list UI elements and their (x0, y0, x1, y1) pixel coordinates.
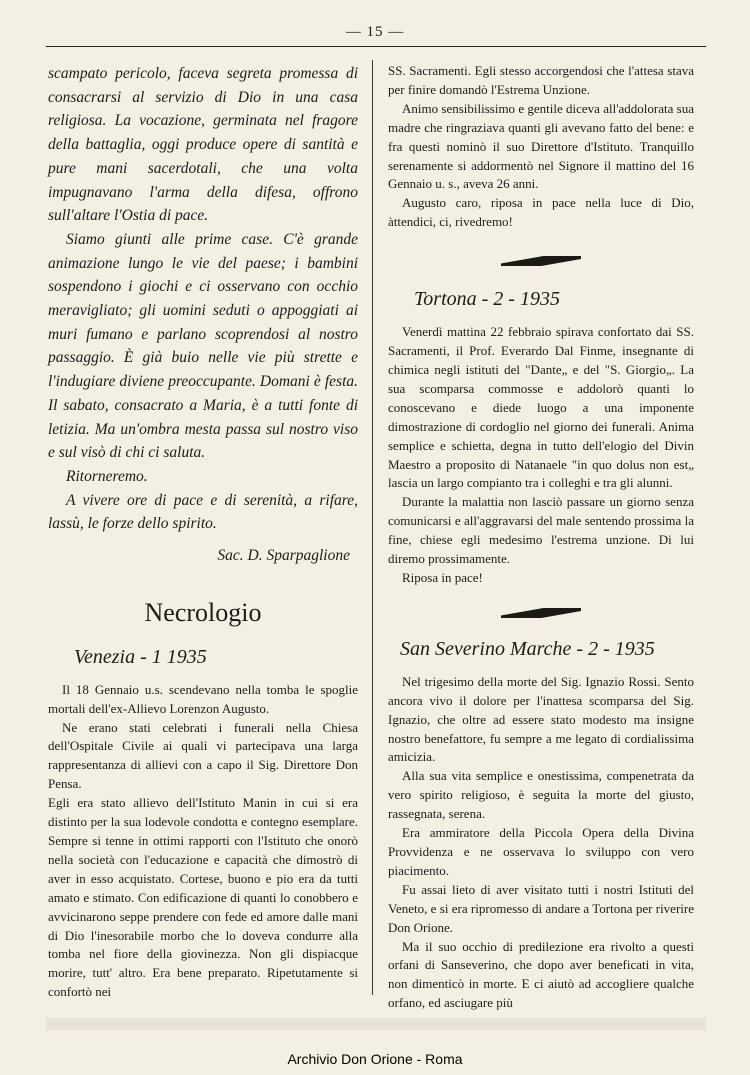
header-rule (46, 46, 706, 47)
tortona-heading: Tortona - 2 - 1935 (414, 288, 560, 311)
obituary-paragraph: Ma il suo occhio di predilezione era rivolto a questi orfani di Sanseverino, che dopo aver beneficati in vita, non dimenticò in morte. E ci aiutò ad accogliere qualche orfano, ed asciugare più (388, 938, 694, 1011)
obituary-paragraph: Ne erano stati celebrati i funerali nella Chiesa dell'Ospitale Civile ai quali vi partecipava una larga rappresentanza di allievi con a capo il Sig. Direttore Don Pensa. (48, 719, 358, 792)
archive-footer: Archivio Don Orione - Roma (287, 1051, 463, 1067)
article-paragraph: Ritorneremo. (66, 467, 148, 485)
san-severino-heading: San Severino Marche - 2 - 1935 (400, 637, 655, 660)
obituary-paragraph: Nel trigesimo della morte del Sig. Ignazio Rossi. Sento ancora vivo il dolore per l'inattesa scomparsa del Sig. Ignazio, che oltre ad essere stato modesto ma insigne nostro benefattore, fu sempre a me legato di cordialissima amicizia. (388, 673, 694, 765)
travel-article-ending (48, 62, 358, 568)
article-paragraph: A vivere ore di pace e di serenità, a rifare, lassù, le forze dello spirito. (48, 491, 358, 533)
ornamental-divider (501, 256, 581, 266)
obituary-paragraph: Venerdì mattina 22 febbraio spirava confortato dai SS. Sacramenti, il Prof. Everardo Dal Finme, insegnante di chimica negli istituti del "Dante„ e del "S. Giorgio„. La sua scomparsa commosse e addolorò quanti lo conoscevano e diede luogo a una imponente dimostrazione di cordoglio nel giorno dei funerali. Anima semplice e schietta, degna in tutto dell'elogio del Divin Maestro a proposito di Natanaele "in quo dolus non est„ lascia un largo compianto tra i colleghi e tra gli alunni. (388, 324, 694, 491)
obituary-paragraph: Augusto caro, riposa in pace nella luce di Dio, àttendici, ci, rivedremo! (388, 195, 694, 230)
obituary-paragraph: Alla sua vita semplice e onestissima, compenetrata da vero spirito religioso, è seguita la morte del giusto, rassegnata, serena. (388, 768, 694, 822)
tortona-obituary (388, 323, 694, 588)
section-title: Necrologio (144, 597, 262, 627)
left-column (48, 62, 358, 1002)
venezia-obituary-continued (388, 62, 694, 232)
venezia-heading: Venezia - 1 1935 (74, 645, 207, 668)
ornamental-divider (501, 608, 581, 618)
obituary-paragraph: Il 18 Gennaio u.s. scendevano nella tomba le spoglie mortali dell'ex-Allievo Lorenzon Augusto. (48, 681, 358, 716)
bleed-through-strip (46, 1018, 706, 1030)
article-paragraph: Siamo giunti alle prime case. C'è grande animazione lungo le vie del paese; i bambini sospendono i giochi e ci osservano con occhio meravigliato; gli uomini seduti o appoggiati ai muri fumano e parlano scoprendosi al nostro passaggio. È già buio nelle vie più strette e l'indugiare diviene preoccupante. Domani è festa. Il sabato, consacrato a Maria, è a tutti fonte di letizia. Ma un'ombra mesta passa sul nostro viso e sul visò di chi ci saluta. (48, 230, 358, 462)
article-paragraph: scampato pericolo, faceva segreta promessa di consacrarsi al servizio di Dio in una casa religiosa. La vocazione, germinata nel fragore della battaglia, oggi produce opere di santità e pure mani sacerdotali, che una volta impugnavano l'arma della difesa, offrono sull'altare l'Ostia di pace. (48, 65, 358, 225)
obituary-paragraph: SS. Sacramenti. Egli stesso accorgendosi che l'attesa stava per finire domandò l'Estrema Unzione. (388, 63, 694, 97)
author-signature: Sac. D. Sparpaglione (217, 547, 350, 565)
obituary-paragraph: Animo sensibilissimo e gentile diceva all'addolorata sua madre che ringraziava quanti gli avevano fatto del bene: e fra questi nominò il suo Direttore d'Istituto. Tranquillo serenamente si addormentò nel Signore il mattino del 16 Gennaio u. s., aveva 26 anni. (388, 100, 694, 192)
obituary-paragraph: Egli era stato allievo dell'Istituto Manin in cui si era distinto per la sua lodevole condotta e contegno esemplare. Sempre si tenne in ottimi rapporti con l'Istituto che onorò nella società con l'educazione e capacità che dimostrò di aver in esso acquistato. Cortese, buono e pio era da tutti amato e stimato. Con edificazione di quanti lo conobbero e avvicinarono seppe prendere con fede ed amore dalle mani di Dio l'inesorabile morbo che lo doveva condurre alla tomba nel fiore della giovinezza. Non gli dispiacque morire, tutt' altro. Era bene preparato. Ripetutamente si confortò nei (48, 795, 358, 1000)
column-divider (372, 60, 373, 995)
page-number: — 15 — (345, 24, 405, 40)
san-severino-obituary (388, 673, 694, 1013)
obituary-paragraph: Era ammiratore della Piccola Opera della Divina Provvidenza e ne osservava lo sviluppo con vero piacimento. (388, 825, 694, 878)
venezia-obituary (48, 681, 358, 1002)
obituary-paragraph: Fu assai lieto di aver visitato tutti i nostri Istituti del Veneto, e si era ripromesso di andare a Tortona per riverire Don Orione. (388, 881, 694, 935)
right-column (388, 62, 694, 1013)
obituary-paragraph: Durante la malattia non lasciò passare un giorno senza comunicarsi e all'aggravarsi del male sentendo prossima la fine, chiese egli medesimo l'estrema unzione. Di lui diremo prossimamente. (388, 494, 694, 567)
obituary-paragraph: Riposa in pace! (402, 569, 483, 585)
